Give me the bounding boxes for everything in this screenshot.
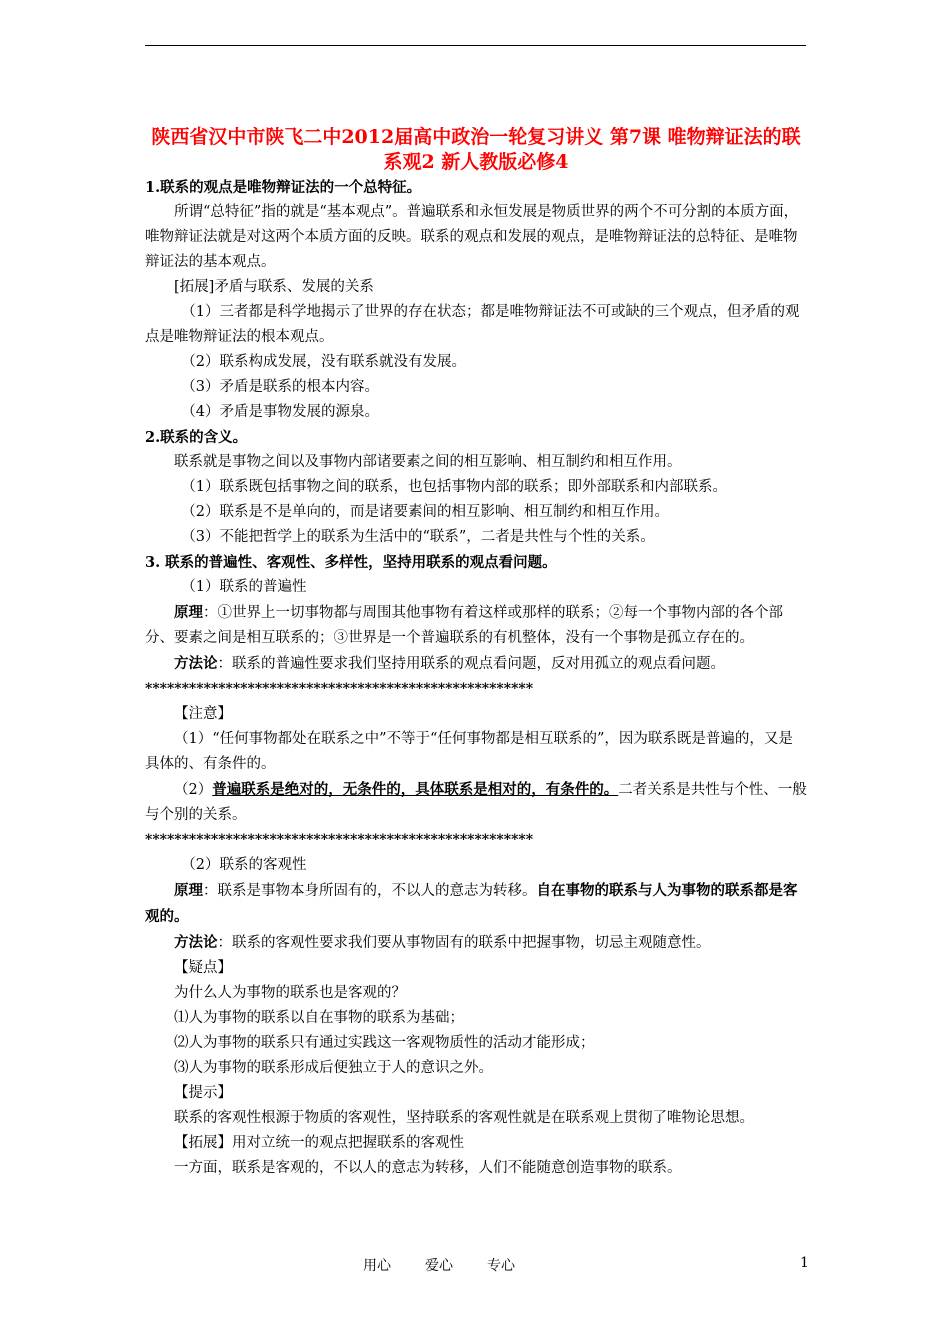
section-2-item-3: （3）不能把哲学上的联系为生活中的“联系”，二者是共性与个性的关系。 (181, 529, 655, 545)
section-1-paragraph: 所谓“总特征”指的就是“基本观点”。普遍联系和永恒发展是物质世界的两个不可分割的本质方面，唯物辩证法就是对这两个本质方面的反映。联系的观点和发展的观点，是唯物辩证法的总特征、是唯物辩证法的基本观点。 (145, 204, 799, 270)
footer-motto-3: 专心 (487, 1258, 515, 1274)
hint-paragraph: 联系的客观性根源于物质的客观性，坚持联系的客观性就是在联系观上贯彻了唯物论思想。 (174, 1110, 754, 1126)
note-2-underlined: 普遍联系是绝对的，无条件的，具体联系是相对的，有条件的。 (212, 781, 619, 798)
footer-motto-1: 用心 (363, 1258, 391, 1274)
section-1-heading: 1.联系的观点是唯物辩证法的一个总特征。 (145, 179, 422, 196)
section-2-item-1: （1）联系既包括事物之间的联系，也包括事物内部的联系；即外部联系和内部联系。 (181, 479, 727, 495)
section-3-heading: 3. 联系的普遍性、客观性、多样性，坚持用联系的观点看问题。 (145, 554, 557, 571)
star-divider-1: ***************************************************** (145, 681, 534, 697)
section-1-item-1: （1）三者都是科学地揭示了世界的存在状态；都是唯物辩证法不可或缺的三个观点，但矛盾的观点是唯物辩证法的根本观点。 (145, 304, 800, 345)
doubt-item-1: ⑴人为事物的联系以自在事物的联系为基础； (174, 1010, 464, 1026)
document-title: 陕西省汉中市陕飞二中2012届高中政治一轮复习讲义 第7课 唯物辩证法的联系观2 新人教版必修4 (151, 126, 801, 173)
last-paragraph: 一方面，联系是客观的，不以人的意志为转移，人们不能随意创造事物的联系。 (174, 1160, 682, 1176)
note-2-prefix: （2） (174, 782, 213, 798)
section-3-method-2 (145, 930, 807, 956)
principle-1-text: ：①世界上一切事物都与周围其他事物有着这样或那样的联系；②每一个事物内部的各个部分、要素之间是相互联系的；③世界是一个普遍联系的有机整体，没有一个事物是孤立存在的。 (145, 605, 783, 646)
principle-2-bold: 自在事物的联系与人为事物的联系都是客观的。 (145, 882, 798, 925)
doubt-question: 为什么人为事物的联系也是客观的？ (174, 985, 406, 1001)
section-2-item-2: （2）联系是不是单向的，而是诸要素间的相互影响、相互制约和相互作用。 (181, 504, 669, 520)
star-divider-2: ***************************************************** (145, 832, 534, 848)
method-1-text: ：联系的普遍性要求我们坚持用联系的观点看问题，反对用孤立的观点看问题。 (217, 656, 725, 672)
section-1-item-2: （2）联系构成发展，没有联系就没有发展。 (181, 354, 466, 370)
note-2 (145, 777, 807, 828)
principle-2-text: ：联系是事物本身所固有的，不以人的意志为转移。 (203, 883, 537, 899)
method-2-text: ：联系的客观性要求我们要从事物固有的联系中把握事物，切忌主观随意性。 (217, 935, 711, 951)
doubt-label: 【疑点】 (174, 960, 232, 976)
doubt-item-2: ⑵人为事物的联系只有通过实践这一客观物质性的活动才能形成； (174, 1035, 595, 1051)
section-3-method-1 (145, 651, 807, 677)
footer-motto-2: 爱心 (425, 1258, 453, 1274)
section-3-subheading-2: （2）联系的客观性 (181, 857, 307, 873)
section-3-subheading-1: （1）联系的普遍性 (181, 579, 307, 595)
note-label: 【注意】 (174, 706, 232, 722)
method-label-2: 方法论 (174, 934, 218, 951)
section-3-principle-2 (145, 878, 807, 930)
section-1-item-4: （4）矛盾是事物发展的源泉。 (181, 404, 379, 420)
document-body (145, 125, 807, 1181)
note-1: （1）“任何事物都处在联系之中”不等于“任何事物都是相互联系的”，因为联系既是普遍的，又是具体的、有条件的。 (145, 731, 793, 772)
principle-label: 原理 (174, 604, 203, 621)
section-1-item-3: （3）矛盾是联系的根本内容。 (181, 379, 379, 395)
hint-label: 【提示】 (174, 1085, 232, 1101)
note-2-rest: 二者关系是共性与个性、一般与个别的关系。 (145, 782, 807, 823)
section-3-principle-1 (145, 600, 807, 651)
section-1-extension: [拓展]矛盾与联系、发展的关系 (174, 279, 374, 295)
section-2-paragraph: 联系就是事物之间以及事物内部诸要素之间的相互影响、相互制约和相互作用。 (174, 454, 682, 470)
doubt-item-3: ⑶人为事物的联系形成后便独立于人的意识之外。 (174, 1060, 493, 1076)
header-rule (145, 45, 806, 46)
method-label: 方法论 (174, 655, 218, 672)
extension-2: 【拓展】用对立统一的观点把握联系的客观性 (174, 1135, 464, 1151)
page-number: 1 (800, 1255, 809, 1271)
section-2-heading: 2.联系的含义。 (145, 429, 248, 446)
footer-motto (363, 1255, 549, 1275)
principle-label-2: 原理 (174, 882, 203, 899)
